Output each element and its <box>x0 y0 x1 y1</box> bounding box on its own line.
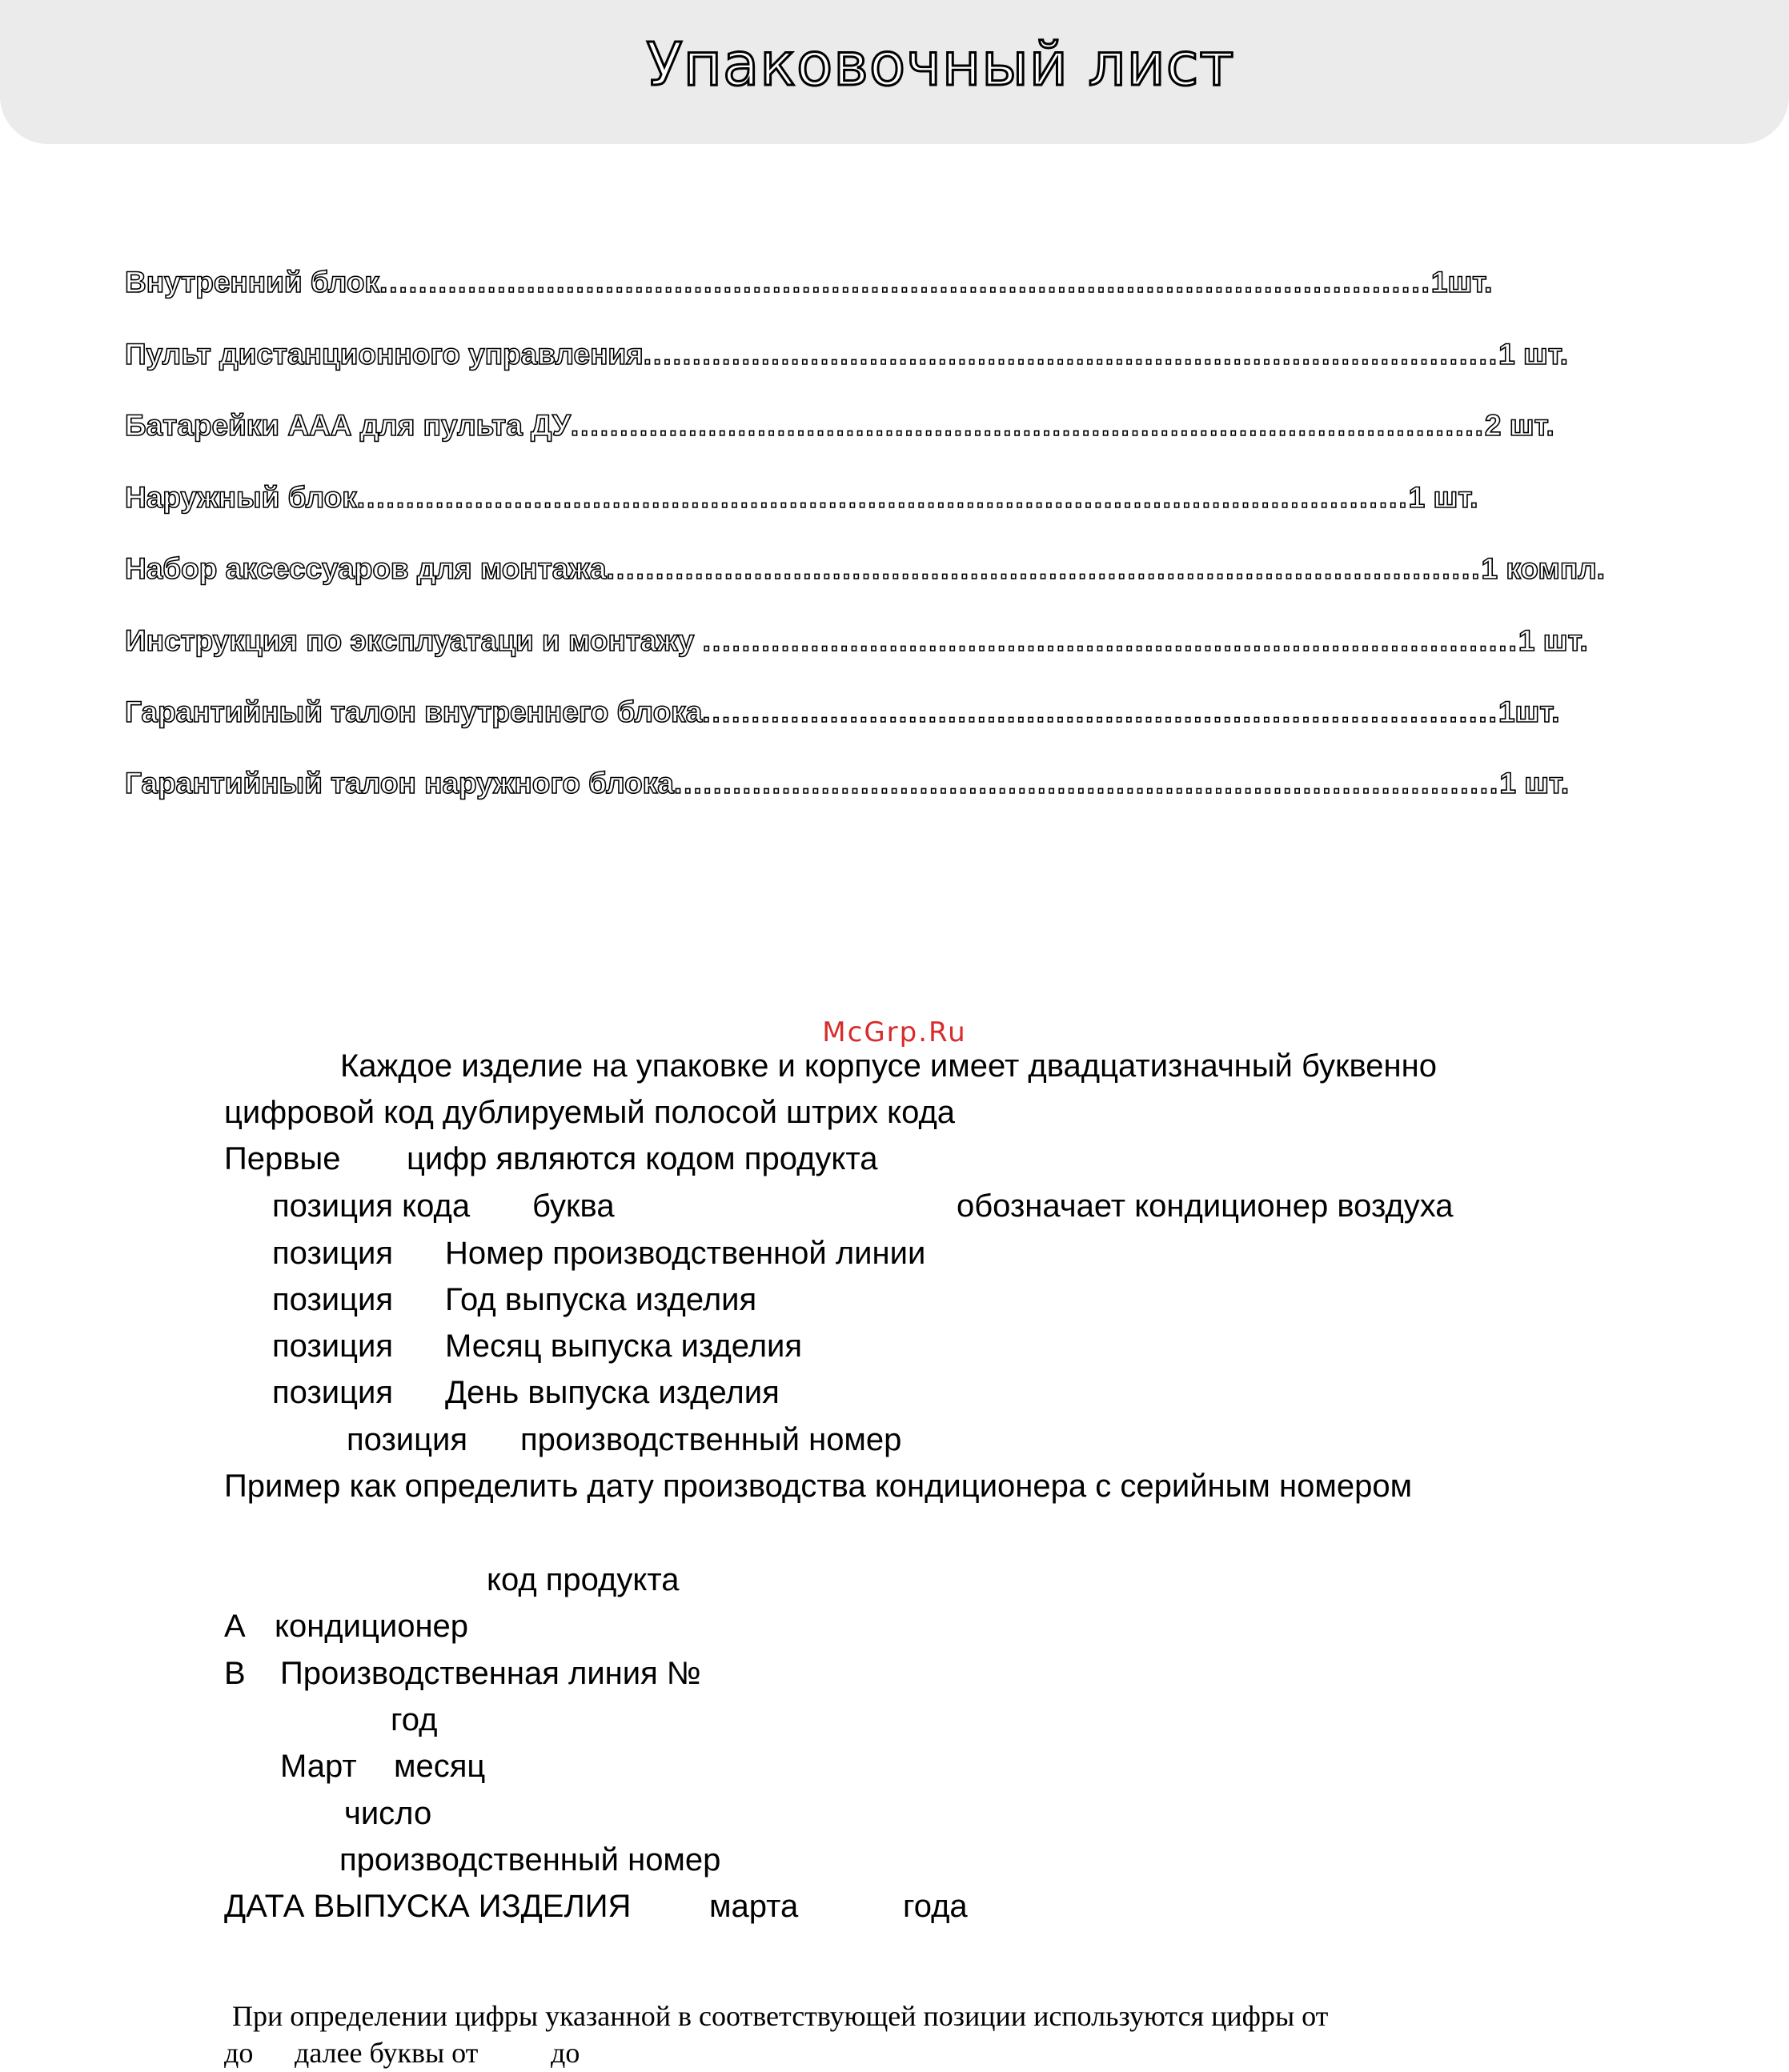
example-line: кондиционер <box>275 1609 469 1644</box>
item-name: Гарантийный талон наружного блока <box>125 767 674 800</box>
example-line: год <box>391 1702 438 1737</box>
footnote-line: далее буквы от <box>295 2037 479 2069</box>
body-line: цифр являются кодом продукта <box>407 1141 878 1176</box>
position-description: производственный номер <box>520 1422 902 1457</box>
position-description: Номер производственной линии <box>445 1236 926 1271</box>
position-description: Месяц выпуска изделия <box>445 1329 803 1364</box>
list-item <box>125 695 1560 735</box>
position-description: День выпуска изделия <box>445 1375 780 1410</box>
item-name: Пульт дистанционного управления <box>125 338 644 371</box>
position-value: буква <box>532 1188 615 1224</box>
example-line: В <box>224 1656 246 1691</box>
item-quantity: 1шт. <box>1430 266 1493 299</box>
example-line: А <box>224 1609 246 1644</box>
position-label: позиция <box>272 1329 394 1364</box>
item-leader: ............................................................................................. <box>570 409 1485 442</box>
example-heading: Пример как определить дату производства кондиционера с серийным номером <box>224 1469 1413 1504</box>
example-line: код продукта <box>487 1562 680 1597</box>
list-item <box>125 624 1588 664</box>
example-line: Производственная линия № <box>280 1656 701 1691</box>
item-quantity: 1шт. <box>1498 695 1560 728</box>
item-leader: ........................................................................................................... <box>356 481 1409 514</box>
item-quantity: 1 шт. <box>1498 338 1568 371</box>
footnote-line: до <box>224 2037 254 2069</box>
body-line: Первые <box>224 1141 341 1176</box>
date-line: марта <box>709 1889 799 1924</box>
item-leader: .................................................................................... <box>673 767 1500 800</box>
body-line: цифровой код дублируемый полосой штрих кода <box>224 1095 956 1130</box>
item-name: Наружный блок <box>125 481 357 514</box>
item-leader: ......................................................................................... <box>606 552 1482 585</box>
list-item <box>125 767 1569 807</box>
item-leader: ................................................................................... <box>702 624 1518 657</box>
list-item <box>125 409 1554 449</box>
item-name: Внутренний блок <box>125 266 379 299</box>
date-line: ДАТА ВЫПУСКА ИЗДЕЛИЯ <box>224 1889 632 1924</box>
item-name: Гарантийный талон внутреннего блока <box>125 695 703 728</box>
list-item <box>125 552 1605 592</box>
list-item <box>125 481 1478 521</box>
date-line: года <box>903 1889 968 1924</box>
body-line: Каждое изделие на упаковке и корпусе имеет двадцатизначный буквенно <box>340 1048 1437 1084</box>
example-line: производственный номер <box>339 1842 721 1878</box>
example-line: месяц <box>394 1749 486 1784</box>
item-quantity: 1 шт. <box>1518 624 1588 657</box>
position-label: позиция <box>272 1282 394 1317</box>
page-title: Упаковочный лист <box>646 30 1235 99</box>
footnote-line: до <box>551 2037 580 2069</box>
example-line: число <box>344 1796 432 1831</box>
item-quantity: 2 шт. <box>1484 409 1554 442</box>
item-quantity: 1 компл. <box>1481 552 1606 585</box>
list-item <box>125 338 1568 378</box>
position-description: обозначает кондиционер воздуха <box>957 1188 1454 1224</box>
footnote-line: При определении цифры указанной в соответствующей позиции используются цифры от <box>232 2000 1329 2032</box>
item-name: Батарейки ААА для пульта ДУ <box>125 409 571 442</box>
item-quantity: 1 шт. <box>1499 767 1570 800</box>
item-quantity: 1 шт. <box>1408 481 1478 514</box>
position-label: позиция <box>272 1236 394 1271</box>
example-line: Март <box>280 1749 357 1784</box>
item-name: Набор аксессуаров для монтажа <box>125 552 607 585</box>
position-label: позиция кода <box>272 1188 471 1224</box>
position-description: Год выпуска изделия <box>445 1282 757 1317</box>
position-label: позиция <box>347 1422 468 1457</box>
position-label: позиция <box>272 1375 394 1410</box>
watermark-link[interactable]: McGrp.Ru <box>822 1016 967 1048</box>
item-name: Инструкция по эксплуатаци и монтажу <box>125 624 703 657</box>
item-leader: ................................................................................. <box>702 695 1498 728</box>
list-item <box>125 266 1492 306</box>
item-leader: ....................................................................................... <box>643 338 1499 371</box>
item-leader: ........................................................................................................... <box>379 266 1431 299</box>
